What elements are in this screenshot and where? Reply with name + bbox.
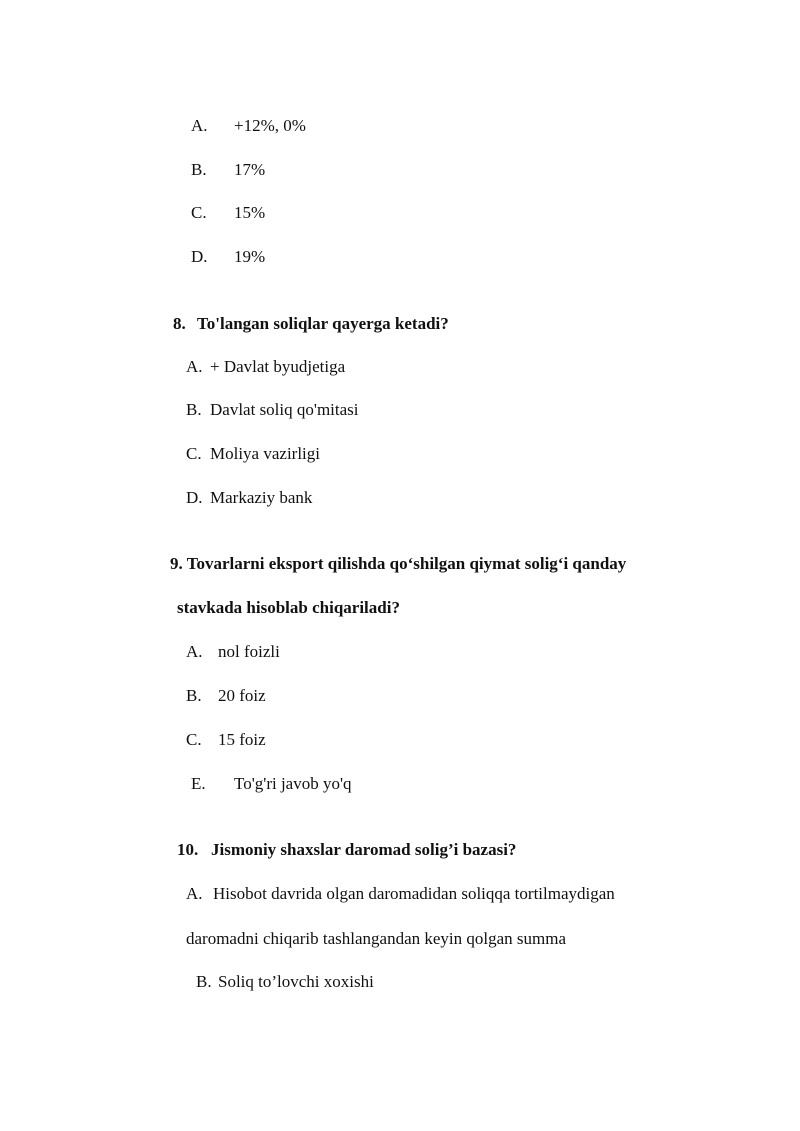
q8-title (173, 314, 449, 334)
q7-option-b (191, 160, 265, 180)
option-letter: D. (186, 488, 203, 507)
option-text: + Davlat byudjetiga (210, 357, 346, 376)
q8-option-c (186, 444, 320, 464)
option-text: Soliq to’lovchi xoxishi (218, 972, 374, 991)
q9-option-b (186, 686, 266, 706)
option-letter: B. (186, 400, 202, 419)
option-text: 20 foiz (218, 686, 266, 705)
option-text: Hisobot davrida olgan daromadidan soliqqa tortilmaydigan (213, 884, 615, 903)
option-text: 19% (234, 247, 266, 266)
q9-option-c (186, 730, 266, 750)
option-text: +12%, 0% (234, 116, 306, 135)
option-letter: A. (186, 884, 203, 903)
q9-title-line2: stavkada hisoblab chiqariladi? (177, 598, 400, 617)
option-letter: C. (186, 444, 202, 463)
question-text: Jismoniy shaxslar daromad solig’i bazasi? (211, 840, 517, 859)
question-text: To'langan soliqlar qayerga ketadi? (197, 314, 449, 333)
option-text: Moliya vazirligi (210, 444, 321, 463)
q7-option-d (191, 247, 265, 267)
q7-option-c (191, 203, 265, 223)
option-text: 17% (234, 160, 266, 179)
question-number: 8. (173, 314, 186, 333)
q10-option-b (196, 972, 374, 992)
q8-option-b (186, 400, 359, 420)
q10-option-a-line1 (186, 884, 615, 904)
q9-option-a (186, 642, 280, 662)
option-letter: B. (191, 160, 207, 179)
q8-option-d (186, 488, 312, 508)
option-letter: B. (196, 972, 212, 991)
option-text: To'g'ri javob yo'q (234, 774, 352, 793)
option-letter: C. (186, 730, 202, 749)
option-text: nol foizli (218, 642, 280, 661)
option-text: Markaziy bank (210, 488, 313, 507)
question-number: 10. (177, 840, 199, 859)
q9-option-e (191, 774, 352, 794)
q10-title (177, 840, 516, 860)
option-letter: A. (186, 642, 203, 661)
option-text: 15 foiz (218, 730, 266, 749)
option-letter: D. (191, 247, 208, 266)
q8-option-a (186, 357, 345, 377)
option-letter: E. (191, 774, 206, 793)
option-letter: B. (186, 686, 202, 705)
option-letter: A. (191, 116, 208, 135)
option-letter: C. (191, 203, 207, 222)
option-text: 15% (234, 203, 266, 222)
option-text: Davlat soliq qo'mitasi (210, 400, 359, 419)
q10-option-a-line2: daromadni chiqarib tashlangandan keyin qolgan summa (186, 929, 567, 948)
q9-title-line1: 9. Tovarlarni eksport qilishda qo‘shilgan qiymat solig‘i qanday (170, 554, 627, 573)
option-letter: A. (186, 357, 203, 376)
q7-option-a (191, 116, 306, 136)
